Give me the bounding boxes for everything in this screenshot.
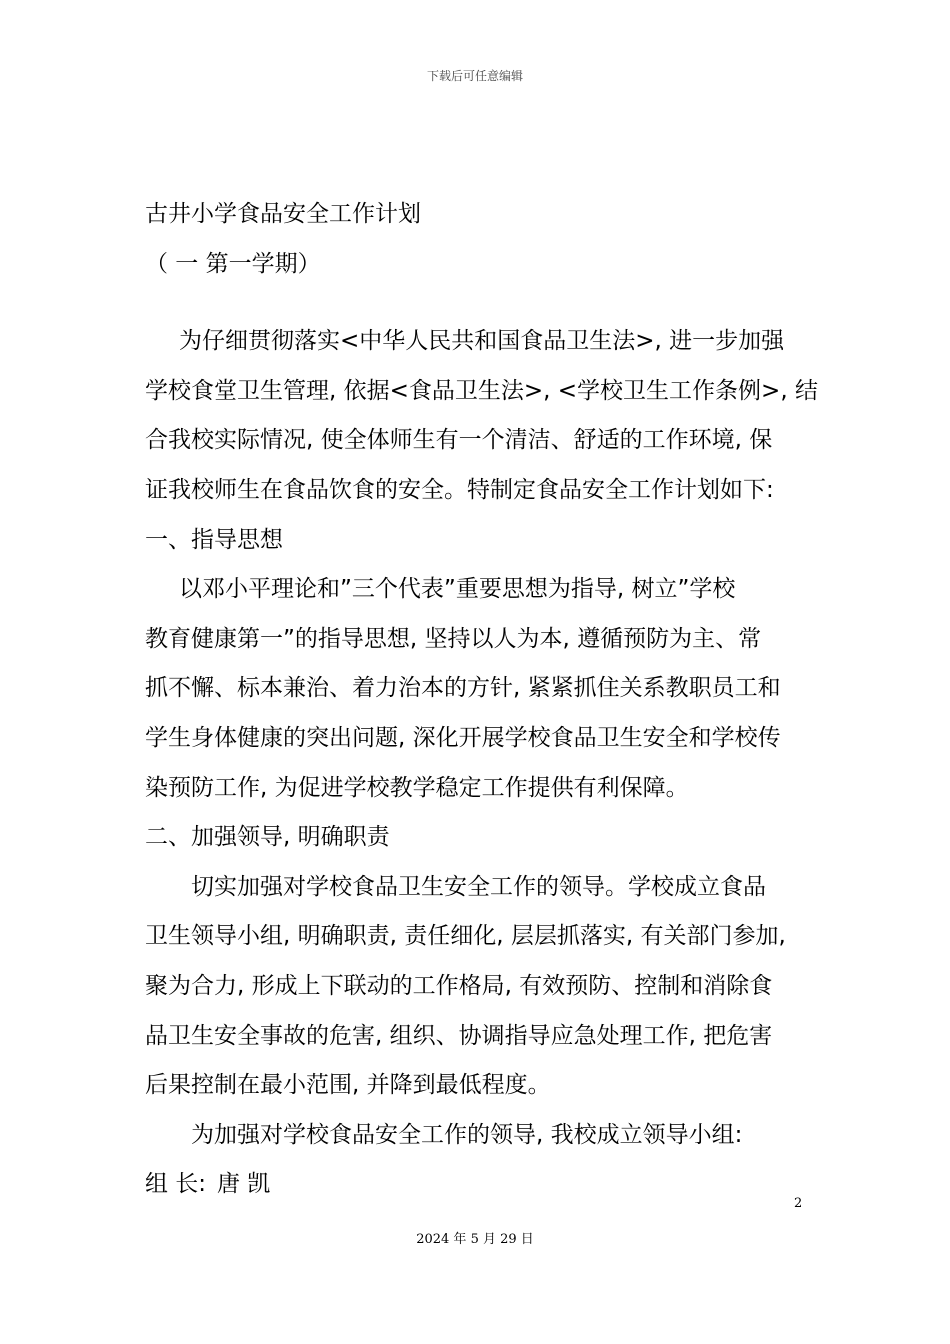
section1-line: 教育健康第一”的指导思想, 坚持以人为本, 遵循预防为主、常: [145, 625, 762, 652]
leader-row: [145, 1160, 810, 1210]
intro-line: 证我校师生在食品饮食的安全。特制定食品安全工作计划如下:: [145, 476, 774, 503]
footer-date: 2024 年 5 月 29 日: [416, 1232, 534, 1247]
section1-line: 抓不懈、标本兼治、着力治本的方针, 紧紧抓住关系教职员工和: [145, 675, 781, 702]
section1-line: 染预防工作, 为促进学校教学稳定工作提供有利保障。: [145, 774, 689, 801]
section1-line: 以邓小平理论和”三个代表”重要思想为指导, 树立”学校: [179, 576, 736, 603]
section1-heading: 一、指导思想: [145, 526, 283, 553]
spacer: [145, 289, 810, 317]
page-number: 2: [794, 1196, 803, 1211]
document-body: [145, 190, 818, 1210]
section2-line: 后果控制在最小范围, 并降到最低程度。: [145, 1072, 551, 1099]
header-note: 下载后可任意编辑: [426, 69, 523, 83]
leader-label: 组 长:: [145, 1171, 207, 1198]
section2-line: 品卫生安全事故的危害, 组织、协调指导应急处理工作, 把危害: [145, 1022, 773, 1049]
section2-heading: 二、加强领导, 明确职责: [145, 824, 390, 851]
section1-line: 学生身体健康的突出问题, 深化开展学校食品卫生安全和学校传: [145, 724, 781, 751]
group-intro: 为加强对学校食品安全工作的领导, 我校成立领导小组:: [191, 1121, 743, 1148]
intro-line: 合我校实际情况, 使全体师生有一个清洁、舒适的工作环境, 保: [145, 427, 773, 454]
document-subtitle: （ 一 第一学期）: [145, 250, 321, 277]
intro-line: 学校食堂卫生管理, 依据<食品卫生法>, <学校卫生工作条例>, 结: [145, 377, 818, 404]
leader-name: 唐 凯: [217, 1171, 271, 1198]
section2-line: 切实加强对学校食品卫生安全工作的领导。学校成立食品: [191, 873, 766, 900]
intro-line: 为仔细贯彻落实<中华人民共和国食品卫生法>, 进一步加强: [179, 328, 785, 355]
document-title: 古井小学食品安全工作计划: [145, 201, 421, 227]
section2-line: 聚为合力, 形成上下联动的工作格局, 有效预防、控制和消除食: [145, 972, 773, 999]
section2-line: 卫生领导小组, 明确职责, 责任细化, 层层抓落实, 有关部门参加,: [145, 923, 786, 950]
